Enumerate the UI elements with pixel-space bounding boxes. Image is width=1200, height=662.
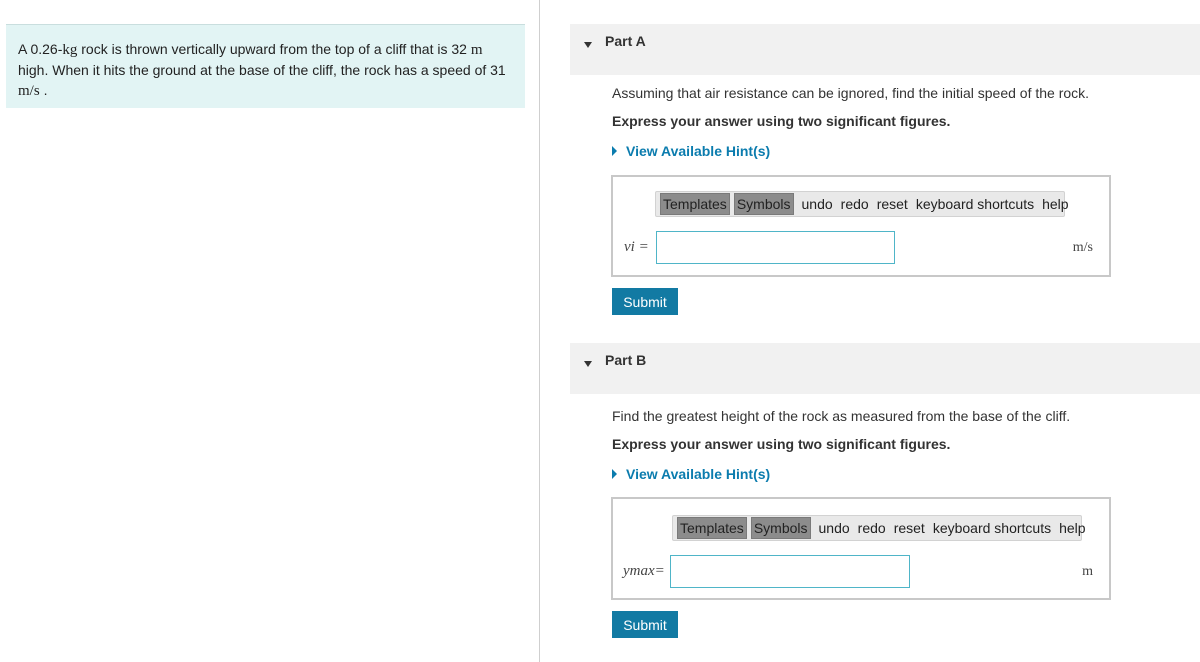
answer-input[interactable]	[656, 231, 895, 264]
undo-button[interactable]: undo	[801, 196, 833, 212]
symbols-button[interactable]: Symbols	[734, 193, 794, 215]
part-a-hint-label: View Available Hint(s)	[626, 143, 771, 159]
column-divider	[539, 0, 540, 662]
expand-arrow-icon	[612, 469, 617, 479]
unit-ms: m/s	[18, 83, 40, 99]
reset-button[interactable]: reset	[893, 520, 925, 536]
problem-statement	[6, 24, 525, 108]
problem-text-1: A 0.26-	[18, 41, 63, 57]
part-a-header[interactable]	[570, 24, 1200, 75]
symbols-button[interactable]: Symbols	[751, 517, 811, 539]
keyboard-shortcuts-button[interactable]: keyboard shortcuts	[932, 520, 1052, 536]
unit-kg: kg	[62, 42, 78, 58]
part-b-answer-box	[611, 497, 1111, 600]
unit-m: m	[470, 42, 483, 58]
templates-button[interactable]: Templates	[660, 193, 730, 215]
collapse-caret-icon[interactable]	[584, 361, 592, 367]
unit-label: m/s	[1072, 240, 1093, 255]
submit-button[interactable]: Submit	[612, 611, 678, 638]
part-a-hint-link[interactable]	[612, 143, 770, 159]
part-b-header[interactable]	[570, 343, 1200, 394]
undo-button[interactable]: undo	[818, 520, 850, 536]
part-b-hint-label: View Available Hint(s)	[626, 466, 771, 482]
keyboard-shortcuts-button[interactable]: keyboard shortcuts	[915, 196, 1035, 212]
part-b-hint-link[interactable]	[612, 466, 770, 482]
submit-button[interactable]: Submit	[612, 288, 678, 315]
part-a-question: Assuming that air resistance can be ignored, find the initial speed of the rock.	[612, 85, 1090, 101]
problem-text-3: high. When it hits the ground at the base of the cliff, the rock has a speed of 31	[18, 62, 506, 78]
answer-input[interactable]	[670, 555, 910, 588]
help-button[interactable]: help	[1042, 196, 1069, 212]
variable-label: vi =	[624, 239, 649, 255]
templates-button[interactable]: Templates	[677, 517, 747, 539]
part-b-instruction: Express your answer using two significant figures.	[612, 436, 951, 452]
part-a-answer-box	[611, 175, 1111, 277]
part-b-question: Find the greatest height of the rock as measured from the base of the cliff.	[612, 408, 1071, 424]
redo-button[interactable]: redo	[840, 196, 869, 212]
part-a-title: Part A	[605, 33, 646, 49]
collapse-caret-icon[interactable]	[584, 42, 592, 48]
part-b-title: Part B	[605, 352, 647, 368]
help-button[interactable]: help	[1059, 520, 1086, 536]
expand-arrow-icon	[612, 146, 617, 156]
redo-button[interactable]: redo	[857, 520, 886, 536]
math-toolbar	[672, 515, 1086, 541]
problem-text-2: rock is thrown vertically upward from the top of a cliff that is 32	[77, 41, 471, 57]
problem-text-4: .	[39, 82, 48, 98]
math-toolbar	[655, 191, 1069, 217]
variable-label: ymax=	[623, 563, 665, 579]
unit-label: m	[1082, 564, 1093, 579]
part-a-instruction: Express your answer using two significant figures.	[612, 113, 951, 129]
reset-button[interactable]: reset	[876, 196, 908, 212]
